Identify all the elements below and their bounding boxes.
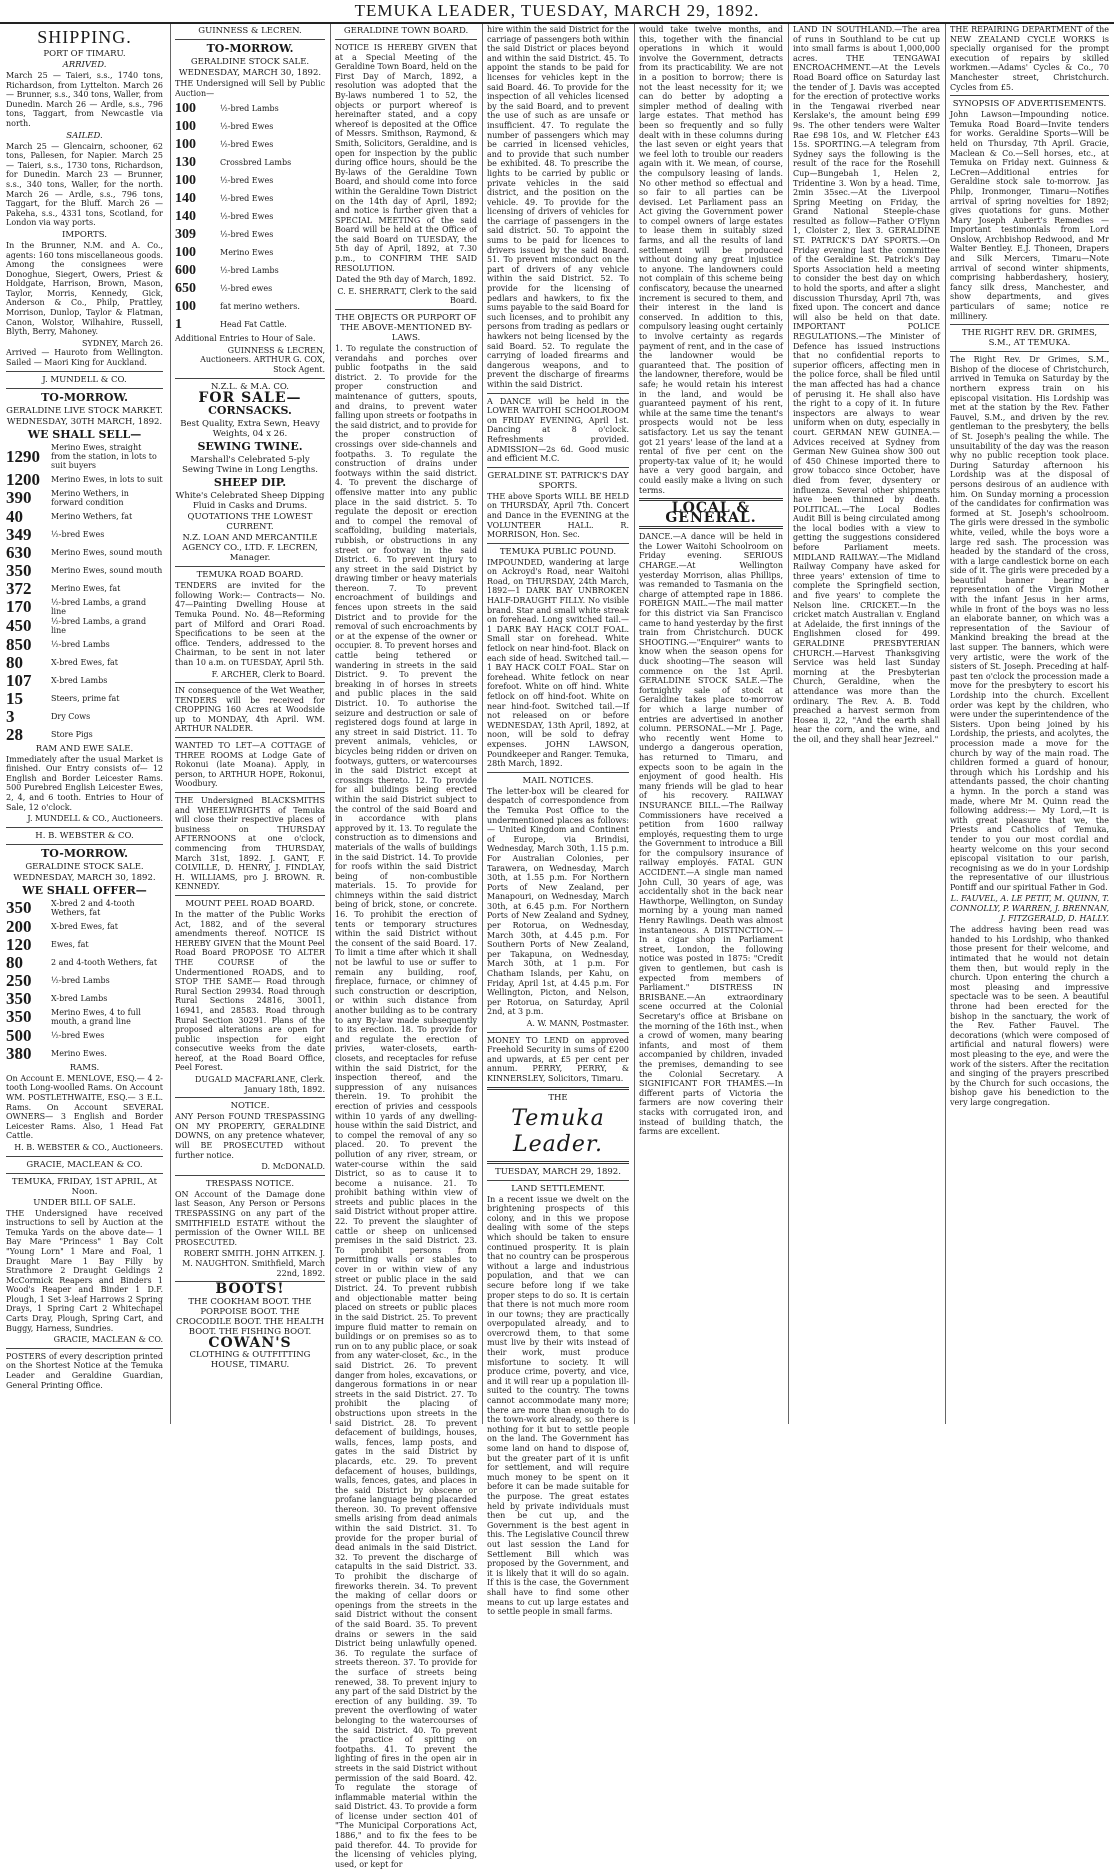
stock-list-item — [6, 954, 163, 971]
stock-count: 450 — [6, 616, 32, 636]
stock-count: 100 — [175, 299, 196, 315]
stock-description: Merino Wethers, in forward condition — [51, 488, 129, 507]
divider — [6, 371, 163, 372]
mount-peel-heading: MOUNT PEEL ROAD BOARD. — [185, 898, 315, 909]
bylaws-continued: hire within the said District for the carriage of passengers both within the said District or places beyond and within the said District. 45. To appoint the stands to be paid for licenses for vehicles kept in the said Board. 46. To provide for the inspection of all vehicles licensed by the said Board, and to prevent the use of such as are unsafe or insufficient. 47. To regulate the number of passengers which may be carried in licensed vehicles, and to provide that such number be exhibited. 48. To prescribe the lights to be carried by public or private vehicles in the said district, and the position on the vehicle. 49. To provide for the licensing of drivers of vehicles for the carriage of passengers in the said district. 50. To appoint the sums to be paid for licences to drivers issued by the said Board. 51. To prevent misconduct on the part of drivers of any vehicle within the said District. 52. To provide for the licensing of pedlars and hawkers, to fix the sums payable to the said Board for such licenses, and to prohibit any persons from trading as pedlars or hawkers not being licensed by the said Board. 52. To regulate the carrying of loaded firearms and dangerous weapons, and to prevent the discharge of firearms within the said District. — [487, 25, 629, 389]
stock-description: ½-bred ewes — [220, 284, 273, 294]
cowans-subheading: CLOTHING & OUTFITTING HOUSE, TIMARU. — [189, 1350, 311, 1371]
stock-list-item — [175, 118, 325, 135]
ad-firm-mundell: J. MUNDELL & CO. — [42, 374, 127, 385]
divider — [175, 792, 325, 793]
divider — [6, 844, 163, 845]
ram-sale-heading: RAM AND EWE SALE. — [35, 743, 134, 754]
sydney-dateline: SYDNEY, March 26. — [81, 338, 163, 348]
stock-list-item — [175, 136, 325, 153]
ad-date: WEDNESDAY, MARCH 30, 1892. — [178, 68, 322, 78]
ad-heading-tomorrow: TO-MORROW. — [41, 846, 128, 860]
stock-list-item — [6, 580, 163, 597]
stock-list-item — [175, 190, 325, 207]
ad-signature: J. MUNDELL & CO., Auctioneers. — [27, 814, 163, 824]
stock-list-item — [6, 526, 163, 543]
pound-heading: TEMUKA PUBLIC POUND. — [499, 546, 617, 557]
ad-heading: TEMUKA, FRIDAY, 1ST APRIL, At Noon. — [11, 1176, 158, 1197]
stock-count: 500 — [6, 1025, 32, 1045]
stock-description: Merino Ewes — [220, 248, 274, 258]
local-general-heading: LOCAL & GENERAL. — [665, 500, 757, 526]
stock-count: 140 — [175, 209, 196, 225]
stock-list-item — [6, 654, 163, 671]
divider — [487, 543, 629, 544]
trespass-signature: ROBERT SMITH. JOHN AITKEN. J. M. NAUGHTON. Smithfield, March 22nd, 1892. — [182, 1249, 325, 1278]
ram-sale-text: Immediately after the usual Market is finished. Our Entry consists of— 12 English and Border Leicester Rams. 500 Purebred English Leicester Ewes, 2, 4, and 6 tooth. Entries to Hour of Sale, 12 o'clock. — [6, 754, 163, 812]
divider — [487, 467, 629, 468]
stock-count: 372 — [6, 578, 32, 598]
stock-description: ½-bred Ewes — [220, 176, 274, 186]
divider — [175, 566, 325, 567]
stock-count: 1 — [175, 317, 182, 333]
stock-description: ½-bred Ewes — [220, 212, 274, 222]
divider — [487, 393, 629, 394]
sheep-dip-heading: SHEEP DIP. — [213, 476, 287, 490]
land-settlement-continued: would take twelve months, and this, together with the financial operations in which it would involve the Government, detracts from its practicability. We are not in a position to borrow; there is not the least necessity for it; we can do better by adopting a simpler method of dealing with large estates. That method has been so frequently and so fully dealt with in these columns during the last seven or eight years that we feel loth to trouble our readers again with it. We mean, of course, the compulsory leasing of lands. No other method so effectual and so fair to all parties can be devised. Let Parliament pass an Act giving the Government power to compel owners of large estates to lease them in suitably sized farms, and all the results of land settlement will be produced without doing any great injustice to anyone. The landowners could not complain of this scheme being confiscatory, because the unearned increment is secured to them, and their interest in the land is conserved. In addition to this, compulsory leasing ought certainly to involve certainty as regards payment of rent, and in the case of the landowner would be guaranteed that. The position of the landowner, therefore, would be safe; he would retain his interest in the land, and would be guaranteed payment of his rent, while at the same time the tenant's prospects would not be less satisfactory. Let us say the tenant got 21 years' lease of the land at a rental of five per cent on the property-tax value of it; he would have a very good bargain, and could easily make a living on such terms. — [639, 25, 783, 495]
notice-text: ANY Person FOUND TRESPASSING ON MY PROPERTY, GERALDINE DOWNS, on any pretence whatever, will BE PROSECUTED without further notice. — [175, 1112, 325, 1160]
divider — [6, 1173, 163, 1174]
stock-description: Merino Ewes, fat — [51, 583, 121, 593]
stock-list-item — [6, 899, 163, 917]
twine-text: Marshall's Celebrated 5-ply Sewing Twine in Long Lengths. — [182, 455, 318, 476]
mail-notice: The letter-box will be cleared for despatch of correspondence from the Temuka Post Office to the undermentioned places as follows:— United Kingdom and Continent of Europe, via Brindisi, Wednesday, March 30th, 1.15 p.m. For Australian Colonies, per Tarawera, on Wednesday, March 30th, at 1.55 p.m. For Northern Ports of New Zealand, per Manapouri, on Wednesday, March 30th, at 6.45 p.m. For Northern Ports of New Zealand and Sydney, per Rotorua, on Wednesday, March 30th, at 4.45 p.m. For Southern Ports of New Zealand, per Takapuna, on Wednesday, March 30th, at 1 p.m. For Chatham Islands, per Kahu, on Friday, April 1st, at 4.45 p.m. For Wellington, Picton, and Nelson, per Rotorua, on Saturday, April 2nd, at 3 p.m. — [487, 786, 629, 1017]
divider — [6, 827, 163, 828]
trespass-text: ON Account of the Damage done last Season, Any Person or Persons TRESPASSING on any part of the SMITHFIELD ESTATE without the permission of the Owner WILL BE PROSECUTED. — [175, 1189, 325, 1247]
imports-heading: IMPORTS. — [62, 229, 107, 240]
stock-count: 28 — [6, 724, 23, 744]
ad-subheading: GERALDINE STOCK SALE. — [190, 57, 310, 67]
divider — [487, 1087, 629, 1090]
stock-list-item — [6, 598, 163, 616]
bylaws-text: 1. To regulate the construction of verandahs and porches over public footpaths in the said district. 2. To provide for the proper construction and maintenance of gutters, spouts, and drains, to prevent water falling upon streets or footpaths in the said district, and to provide for the proper construction of crossings over side-channels and footpaths. 3. To regulate the construction of drains under footways within the said district. 4. To prevent the discharge of offensive matter into any public place in the said district. 5. To regulate the deposit or erection and to compel the removal of scaffolding, building materials, rubbish, or obstructions in any street or footway in the said District. 6. To prevent injury to any street in the said District by drawing timber or heavy materials thereon. 7. To prevent encroachment of buildings and fences upon streets in the said District and to provide for the removal of such encroachments by or at the expense of the owner or occupier. 8. To prevent horses and cattle being tethered or wandering in streets in the said District. 9. To prevent the breaking in of horses in streets and public places in the said District. 10. To authorise the seizure and destruction or sale of registered dogs found at large in any street in said District. 11. To prevent animals, vehicles, or bicycles being ridden or driven on footways, gutters, or watercourses in the said District except at crossings thereto. 12. To provide for all buildings being erected within the said District subject to the control of the said Board and in accordance with plans approved by it. 13. To regulate the construction as to dimensions and materials of the walls of buildings in the said District. 14. To provide for roofs within the said District being of non-combustible materials. 15. To provide for chimneys within the said district being of brick, stone, or concrete. 16. To prohibit the erection of tents or temporary structures within the said District without the consent of the said Board. 17. To limit a time after which it shall not be lawful to use or suffer to remain any building, roof, fireplace, furnace, or chimney of such construction or description, or within such distance from another building as to be contrary to any By-law made subsequently to its erection. 18. To provide for and regulate the erection of privies, water-closets, earth-closets, and receptacles for refuse within the said District, for the inspection thereof, and the suppression of any nuisances therein. 19. To prohibit the erection of privies and cesspools within 10 yards of any dwelling-house within the said District, and to compel the removal of any so placed. 20. To prevent the pollution of any river, stream, or water-course within the said District, so as to cause it to become a nuisance. 21. To prohibit bathing within view of streets and public places in the said District without proper attire. 22. To prevent the slaughter of cattle or sheep on unlicensed premises in the said District. 23. To prohibit persons from permitting walls or stables to cover in or within view of any street or public place in the said District. 24. To prevent rubbish and objectionable matter being placed on streets or public places in the said District. 25. To prevent impure fluid matter to remain on buildings or on premises so as to run on to any public place, or soak from any water-closet, &c., in the said District. 26. To prevent danger from holes, excavations, or dangerous formations in or near streets in the said District. 27. To prohibit the placing of obstructions upon streets in the said District. 28. To prevent defacement of buildings, houses, walls, fences, lamp posts, and gates in the said District by placards, etc. 29. To prevent defacement of houses, buildings, walls, fences, gates, and places in the said District by obscene or profane language being placarded thereon. 30. To prevent offensive smells arising from dead animals within the said District. 31. To provide for the proper burial of dead animals in the said District. 32. To prevent the discharge of catapults in the said District. 33. To prohibit the discharge of fireworks therein. 34. To prevent the making of cellar doors or openings from the streets in the said District without the consent of the said Board. 35. To prevent drains or sewers in the said District being unlawfully opened. 36. To regulate the surface of streets thereon. 37. To provide for the surface of streets being renewed, 38. To prevent injury to any part of the said District by the erection of any building. 39. To prevent the overflowing of water belonging to the watercourses of the said District. 40. To prevent the practice of spitting on footpaths. 41. To prevent the lighting of fires in the open air in streets in the said District without permission of the said Board. 42. To regulate the storage of inflammable material within the said District. 43. To provide a form of license under section 401 of "The Municipal Corporations Act, 1886," and to fix the fees to be paid therefor. 44. To provide for the licensing of vehicles plying, used, or kept for — [335, 344, 477, 1869]
ad-subheading: GERALDINE STOCK SALE. — [25, 861, 144, 872]
stock-description: ½-bred Ewes — [220, 122, 274, 132]
stock-description: Merino Ewes, sound mouth — [51, 565, 163, 575]
bishop-text: The Right Rev. Dr Grimes, S.M., Bishop of the diocese of Christchurch, arrived in Temuka on Saturday by the northern express train on his episcopal visitation. His Lordship was met at the station by the Rev. Father Fauvel, S.M., and driven by the rev. gentleman to the presbytery, the bells of St. Joseph's pealing the while. The unsuitability of the day was the reason why no public reception took place. During Saturday afternoon his Lordship was at the disposal of persons desirous of an audience with him. On Sunday morning a procession of the candidates for confirmation was formed at St. Joseph's schoolroom. The girls were dressed in the symbolic white, veiled, while the boys wore a large red sash. The procession was headed by the standard of the cross, with a large candlestick borne on each side of it. The girls were preceded by a beautiful banner bearing a representation of the Virgin Mother with the infant Jesus in her arms, while in front of the boys was no less an elaborate banner, on which was a representation of the Saviour of Mankind breaking the bread at the last supper. The banners, which were very artistic, were the work of the sisters of St. Joseph. Preceding at half-past ten o'clock the procession made a move for the presbytery to escort his Lordship into the church. Excellent order was kept by the children, who were under the superintendence of the Sisters. Upon being joined by his Lordship, the priests, and acolytes, the procession made a move for the church by way of the main road. The children formed a guard of honour, through which his Lordship and his attendants passed, the choir chanting a hymn. In the porch a stand was made, where Mr M. Quinn read the following address:— My Lord,—It is with great pleasure that we, the Priests and Catholics of Temuka, tender to you our most cordial and hearty welcome on this your second episcopal visitation to our parish, recognising as we do in your Lordship the representative of our illustrious Pontiff and our spiritual Father in God. — [950, 355, 1109, 892]
column-7 — [945, 24, 1113, 1424]
divider — [487, 1161, 629, 1164]
stock-list-item — [175, 154, 325, 171]
road-board-signature: F. ARCHER, Clerk to Board. — [211, 669, 325, 679]
stock-description: ½-bred Lambs, a grand line — [51, 616, 147, 635]
stock-count: 170 — [6, 597, 32, 617]
rams-heading: RAMS. — [69, 1062, 100, 1073]
stock-list-item — [6, 617, 163, 635]
stock-count: 650 — [175, 281, 196, 297]
stock-count: 80 — [6, 652, 23, 672]
stock-description: Merino Wethers, fat — [51, 511, 133, 521]
stock-count: 600 — [175, 263, 196, 279]
boots-list: THE COOKHAM BOOT. THE PORPOISE BOOT. THE CROCODILE BOOT. THE HEALTH BOOT. THE FISHING BOOT. — [175, 1296, 324, 1337]
divider — [639, 526, 783, 529]
ad-offer-heading: WE SHALL OFFER— — [22, 883, 147, 897]
money-notice: MONEY TO LEND on approved Freehold Security in sums of £200 and upwards, at £5 per cent per annum. PERRY, PERRY, & KINNERSLEY, Solicitors, Timaru. — [487, 1035, 629, 1083]
arrivals-text: March 25 — Taieri, s.s., 1740 tons, Richardson, from Lyttelton. March 26 — Brunner, s.s., 340 tons, Waller, from Dunedin. March 26 — Ardle, s.s., 796 tons, Taggart, from Newcastle via north. — [6, 71, 163, 128]
title-prefix: THE — [548, 1092, 568, 1103]
stock-count: 40 — [6, 506, 23, 526]
stock-count: 200 — [6, 916, 32, 936]
divider — [6, 1156, 163, 1157]
stock-list-item — [175, 208, 325, 225]
stock-list-item — [175, 316, 325, 333]
stock-count: 309 — [175, 227, 196, 243]
stock-description: Dry Cows — [51, 711, 91, 721]
stock-count: 850 — [6, 634, 32, 654]
stock-count: 350 — [6, 988, 32, 1008]
ad-firm-guinness: GUINNESS & LECREN. — [198, 26, 302, 36]
ad-signature: GRACIE, MACLEAN & CO. — [53, 1335, 163, 1345]
road-board-text: TENDERS are invited for the following Work:— Contracts— No. 47—Painting Dwelling House at Temuka Pound. No. 48—Reforming part of Milford and Orari Road. Specifications to be seen at the office. Tenders, addressed to the Chairman, to be sent in not later than 10 a.m. on TUESDAY, April 5th. — [175, 581, 325, 667]
stock-list-item — [6, 972, 163, 989]
nzl-signature: N.Z. LOAN AND MERCANTILE AGENCY CO., LTD. F. LECREN, Manager. — [182, 533, 318, 564]
stock-count: 120 — [6, 934, 32, 954]
stock-description: Merino Ewes, sound mouth — [51, 547, 163, 557]
shipping-title: SHIPPING. — [37, 27, 132, 47]
stock-list-item — [6, 1045, 163, 1062]
stock-description: ½-bred Lambs, a grand line — [51, 597, 147, 616]
stock-list — [175, 100, 325, 333]
ad-subheading: GERALDINE LIVE STOCK MARKET. — [6, 405, 163, 416]
bishop-text-continued: The address having been read was handed to his Lordship, who thanked those present for their welcome, and intimated that he would not detain them then, but would reply in the church. Upon entering the church a most pleasing and impressive spectacle was to be seen. A beautiful throne had been erected for the bishop in the sanctuary, the work of the Rev. Father Fauvel. The decorations (which were composed of artificial and natural flowers) were most pleasing to the eye, and were the work of the sisters. After the recitation and singing of the prayers prescribed by the Church for such occasions, the bishop gave his benediction to the very large congregation. — [950, 925, 1109, 1107]
stock-list-item — [6, 918, 163, 935]
mail-signature: A. W. MANN, Postmaster. — [526, 1019, 629, 1028]
ad-subheading: UNDER BILL OF SALE. — [33, 1197, 136, 1208]
address-signers: L. FAUVEL, A. LE PETIT, M. QUINN, T. CONNOLLY, P. WARREN, J. BRENNAN, J. FITZGERALD, D. HALLY. — [950, 894, 1109, 923]
stock-description: Crossbred Lambs — [220, 158, 292, 168]
stock-description: 2 and 4-tooth Wethers, fat — [51, 957, 158, 967]
bylaws-heading: THE OBJECTS OR PURPORT OF THE ABOVE-MENTIONED BY-LAWS. — [335, 313, 477, 344]
town-board-notice: NOTICE IS HEREBY GIVEN that at a Special Meeting of the Geraldine Town Board, held on the First Day of March, 1892, a resolution was adopted that the By-laws numbered 1 to 52, the objects or purport whereof is hereinafter stated, and a copy whereof is deposited at the Office of Messrs. Smithson, Raymond, & Smith, Solicitors, Geraldine, and is open for inspection by the public during office hours, should be the By-laws of the Geraldine Town Board, and should come into force within the Geraldine Town District on the 14th day of April, 1892; and notice is further given that a SPECIAL MEETING of the said Board will be held at the Office of the said Board on TUESDAY, the 5th day of April, 1892, at 7.30 p.m., to CONFIRM THE SAID RESOLUTION. — [335, 43, 477, 273]
divider — [175, 1175, 325, 1176]
stock-count: 350 — [6, 560, 32, 580]
stock-list-item — [6, 1027, 163, 1044]
posters-notice: POSTERS of every description printed on the Shortest Notice at the Temuka Leader and Geraldine Guardian, General Printing Office. — [6, 1351, 163, 1390]
sailed-heading: SAILED. — [66, 130, 103, 141]
stock-count: 630 — [6, 542, 32, 562]
divider — [950, 324, 1109, 325]
stock-description: ½-bred Ewes — [51, 1030, 105, 1040]
ad-text: THE Undersigned have received instructions to sell by Auction at the Temuka Yards on the above date— 1 Bay Mare "Princess" 1 Bay Colt "Young Lorn" 1 Mare and Foal, 1 Draught Mare 1 Bay Filly by Strathmore 2 Draught Geldings 2 McCormick Reapers and Binders 1 Wood's Reaper and Binder 1 D.F. Plough, 1 Set 3-leaf Harrows 2 Spring Drays, 1 Spring Cart 2 Whitechapel Carts Dray, Plough, Spring Cart, and Buggy, Harness, Sundries. — [6, 1208, 163, 1333]
stock-count: 3 — [6, 706, 15, 726]
stock-list-item — [6, 443, 163, 470]
additional-entries: Additional Entries to Hour of Sale. — [175, 334, 316, 344]
stock-description: fat merino wethers. — [220, 302, 300, 312]
stock-count: 100 — [175, 101, 196, 117]
dance-notice: A DANCE will be held in the LOWER WAITOHI SCHOOLROOM on FRIDAY EVENING, April 1st. Dancing at 8 o'clock. Refreshments provided. ADMISSION—2s 6d. Good music and efficient M.C. — [487, 396, 629, 464]
stock-description: X-bred Lambs — [51, 993, 108, 1003]
stock-list-item — [6, 508, 163, 525]
stock-description: Merino Ewes, in lots to suit — [51, 474, 163, 484]
stock-count: 250 — [6, 970, 32, 990]
stock-list-item — [6, 936, 163, 953]
mail-heading: MAIL NOTICES. — [522, 775, 594, 786]
divider — [335, 39, 477, 40]
stock-description: Ewes, fat — [51, 939, 89, 949]
stock-description: Store Pigs — [51, 729, 93, 739]
land-settlement-text: In a recent issue we dwelt on the brightening prospects of this colony, and in this we propose dealing with some of the steps which should be taken to ensure continued prosperity. It is plain that no country can be prosperous without a large and industrious population, and that we can secure before long if we take proper steps to do so. It is certain that there is not much more room in our towns; they are practically overpopulated already, and to overcrowd them, to that some must live by their wits instead of their work, must produce misfortune to society. It will produce crime, poverty, and vice, and it will rear up a population ill-suited to the country. The towns cannot accommodate many more; there are more than enough to do the town-work already, so there is nothing for it but to settle people on the land. The Government has some land on hand to dispose of, but the greater part of it is unfit for settlement, and will require much money to be spent on it before it can be made suitable for the purpose. The great estates held by private individuals must then be cut up, and the Government is the best agent in this. The Legislative Council threw out last session the Land for Settlement Bill which was proposed by the Government, and it is likely that it will do so again. If this is the case, the Government shall have to find some other means to cut up large estates and to settle people in small farms. — [487, 1194, 629, 1617]
for-sale-heading: FOR SALE— — [198, 389, 302, 406]
stock-list-item — [6, 690, 163, 707]
stock-list-item — [6, 544, 163, 561]
divider — [175, 39, 325, 40]
cowans-heading: COWAN'S — [208, 1334, 292, 1351]
stock-count: 100 — [175, 173, 196, 189]
stock-description: X-bred Lambs — [51, 675, 108, 685]
sydney-text: Arrived — Hauroto from Wellington. Sailed — Maori King for Auckland. — [6, 348, 163, 368]
stock-list-item — [175, 298, 325, 315]
ad-firm-webster: H. B. WEBSTER & CO. — [35, 830, 134, 841]
column-6 — [788, 24, 944, 1424]
pound-notice: IMPOUNDED, wandering at large on Ackroyd's Road, near Waitohi Road, on THURSDAY, 24th March, 1892—1 DARK BAY UNBROKEN HALF-DRAUGHT FILLY. No visible brand. Star and small white streak on forehead. Long switched tail.—1 DARK BAY HACK COLT FOAL. Small star on forehead. White fetlock on near hind-foot. Black on each side of head. Switched tail.—1 BAY HACK COLT FOAL. Star on forehead. White fetlock on near forefoot. White on off hind. White fetlock on off hind-foot. White on near hind-foot. Switched tail.—If not released on or before WEDNESDAY, 13th April, 1892, at noon, will be sold to defray expenses. JOHN LAWSON, Poundkeeper and Ranger. Temuka, 28th March, 1892. — [487, 557, 629, 769]
stock-list-item — [6, 471, 163, 488]
divider — [175, 737, 325, 738]
notice-heading: NOTICE. — [230, 1101, 270, 1112]
stock-list-item — [6, 990, 163, 1007]
stock-list — [6, 899, 163, 1062]
stock-description: Steers, prime fat — [51, 693, 120, 703]
stock-description: X-bred Ewes, fat — [51, 921, 119, 931]
stock-count: 350 — [6, 1007, 32, 1027]
column-4 — [482, 24, 633, 1617]
boots-heading: BOOTS! — [215, 1281, 285, 1298]
divider — [950, 351, 1109, 352]
ad-signature: GUINNESS & LECREN, Auctioneers. ARTHUR G. COX, Stock Agent. — [200, 345, 325, 374]
issue-date: TUESDAY, MARCH 29, 1892. — [495, 1166, 621, 1177]
divider — [950, 95, 1109, 96]
news-items: LAND IN SOUTHLAND.—The area of runs in Southland to be cut up into small farms is about 1,000,000 acres. THE TENGAWAI ENCROACHMENT.—At the Levels Road Board office on Saturday last the tender of J. Davis was accepted for the erection of protective works in the Tengawai riverbed near Kerslake's, the amount being £99 9s. The other tenders were Walter Rae £98 10s, and W. Fletcher £43 15s. SPORTING.—A telegram from Sydney says the following is the result of the race for the Rosehill Cup—Bungebah 1, Helen 2, Tridentine 3. Won by a head. Time, 2min 35sec.—At the Liverpool Spring Meeting on Friday, the Grand National Steeple-chase resulted as follow—Father O'Flynn 1, Cloister 2, Ilex 3. GERALDINE ST. PATRICK'S DAY SPORTS.—On Friday evening last the committee of the Geraldine St. Patrick's Day Sports Association held a meeting to consider the best day on which to hold the sports, and after a slight discussion Thursday, April 7th, was fixed upon. The concert and dance will also be held on that date. IMPORTANT POLICE REGULATIONS.—The Minister of Defence has issued instructions that no confidential reports to superior officers, affecting men in the police force, shall be filed until the man affected has had a chance of perusing it. He shall also have the right to a copy of it. In future inspectors are always to wear uniform when on duty, especially in court. GERMAN NEW GUINEA.—Advices received at Sydney from German New Guinea show 300 out of 450 Chinese imported there to grow tobacco since October, have died from fever, dysentery or influenza. Several other shipments have been thinned by death. POLITICAL.—The Local Bodies Audit Bill is being circulated among the local bodies with a view to getting the suggestions considered before Parliament meets. MIDLAND RAILWAY.—The Midland Railway Company have asked for three years' extension of time to complete the Springfield section, and five years' to complete the Nelson line. CRICKET.—In the cricket match Australian v. England at Adelaide, the first innings of the Englishmen closed for 499. GERALDINE PRESBYTERIAN CHURCH.—Harvest Thanksgiving Service was held last Sunday morning at the Presbyterian Church, Geraldine, when the attendance was more than the ordinary. The Rev. A. B. Todd preached a harvest sermon from Hosea ii, 22, "And the earth shall hear the corn, and the wine, and the oil, and they shall hear Jezreel." — [793, 25, 940, 744]
blacksmiths-notice: THE Undersigned BLACKSMITHS and WHEELWRIGHTS of Temuka will close their respective places of business on THURSDAY AFTERNOONS at one o'clock, commencing from THURSDAY, March 31st, 1892. J. GANT, F. COLVILLE, D. HENRY, J. FINDLAY, H. WILLIAMS, pro J. BROWN. R. KENNEDY. — [175, 796, 325, 892]
ad-date: WEDNESDAY, MARCH 30, 1892. — [13, 872, 156, 883]
divider — [487, 1180, 629, 1181]
stock-description: ½-bred Ewes — [220, 140, 274, 150]
land-settlement-heading: LAND SETTLEMENT. — [511, 1183, 605, 1194]
stock-count: 350 — [6, 898, 32, 918]
stock-description: Merino Ewes, 4 to full mouth, a grand line — [51, 1007, 141, 1026]
quotations: QUOTATIONS THE LOWEST CURRENT. — [187, 512, 313, 533]
ad-heading-tomorrow: TO-MORROW. — [41, 390, 128, 404]
synopsis-heading: SYNOPSIS OF ADVERTISEMENTS. — [952, 99, 1107, 110]
stock-description: ½-bred Lambs — [220, 266, 279, 276]
stock-count: 380 — [6, 1043, 32, 1063]
stock-count: 1290 — [6, 446, 40, 466]
rams-text: On Account E. MENLOVE, ESQ.— 4 2-tooth Long-woolled Rams. On Account WM. POSTLETHWAITE, ESQ.— 3 E.L. Rams. On Account SEVERAL OWNERS— 3 English and Border Leicester Rams. Also, 1 Head Fat Cattle. — [6, 1073, 163, 1141]
local-general-text: DANCE.—A dance will be held in the Lower Waitohi Schoolroom on Friday evening. SERIOUS CHARGE.—At Wellington yesterday Morrison, alias Phillips, was remanded to Tasmania on the charge of attempted rape in 1886. FOREIGN MAIL.—The mail matter for this district via San Francisco came to hand yesterday by the first train from Christchurch. DUCK SHOOTING.—"Enquirer" wants to know when the season opens for duck shooting—The season will commence on the 1st April. GERALDINE STOCK SALE.—The fortnightly sale of stock at Geraldine takes place to-morrow for which a large number of entries are advertised in another column. PERSONAL.—Mr J. Page, who recently went Home to undergo a dangerous operation, has returned to Timaru, and expects soon to be again in the enjoyment of good health. His many friends will be glad to hear of his recovery. RAILWAY INSURANCE BILL.—The Railway Commissioners have received a petition from 1600 railway employés, requesting them to urge the Government to introduce a Bill for the compulsory insurance of railway employés. FATAL GUN ACCIDENT.—A single man named John Cull, 30 years of age, was accidentally shot in the back near Hawthorpe, Wellington, on Sunday morning by a young man named Henry Rawlings. Death was almost instantaneous. A DISTINCTION.—In a cigar shop in Parliament street, London, the following notice was posted in 1875: "Credit given to gentlemen, but cash is expected from members of Parliament." DISTRESS IN BRISBANE.—An extraordinary scene occurred at the Colonial Secretary's office at Brisbane on the morning of the 16th inst., when a crowd of women, many bearing infants, and most of them accompanied by children, invaded the premises, demanding to see the Colonial Secretary. A SIGNIFICANT FOR THAMES.—In different parts of Victoria the farmers are now covering their stacks with corrugated iron, and instead of building thatch, the farms are excellent. — [639, 532, 783, 1137]
stock-description: ½-bred Ewes — [220, 194, 274, 204]
stock-count: 100 — [175, 245, 196, 261]
road-board-heading: TEMUKA ROAD BOARD. — [196, 570, 304, 581]
stock-list-item — [6, 672, 163, 689]
trespass-heading: TRESPASS NOTICE. — [205, 1178, 295, 1189]
stock-list-item — [175, 280, 325, 297]
divider — [487, 1032, 629, 1033]
stock-description: Merino Ewes. — [51, 1048, 107, 1058]
stock-list-item — [175, 100, 325, 117]
ad-intro: THE Undersigned will Sell by Public Auction— — [175, 79, 325, 98]
stock-description: Head Fat Cattle. — [220, 320, 287, 330]
column-5 — [634, 24, 787, 1424]
stock-list-item — [6, 1008, 163, 1026]
stock-count: 100 — [175, 137, 196, 153]
divider — [6, 388, 163, 389]
nzl-heading: N.Z.L. & M.A. CO. — [211, 381, 289, 392]
stock-description: ½-bred Lambs — [51, 975, 110, 985]
divider — [175, 378, 325, 379]
arrived-heading: ARRIVED. — [62, 60, 107, 70]
masthead: TEMUKA LEADER, TUESDAY, MARCH 29, 1892. — [0, 0, 1114, 24]
stock-count: 100 — [175, 119, 196, 135]
newspaper-title: Temuka Leader. — [511, 1105, 605, 1157]
ad-firm-gracie: GRACIE, MACLEAN & CO. — [26, 1159, 143, 1170]
bishop-heading: THE RIGHT REV. DR. GRIMES, S.M., AT TEMUKA. — [961, 328, 1098, 349]
stock-description: Merino Ewes, straight from the station, in lots to suit buyers — [51, 442, 157, 470]
stock-list-item — [175, 244, 325, 261]
divider — [175, 895, 325, 896]
stock-list-item — [6, 726, 163, 743]
stock-description: X-bred 2 and 4-tooth Wethers, fat — [51, 898, 135, 917]
imports-text: In the Brunner, N.M. and A. Co., agents: 160 tons miscellaneous goods. Among the consignees were Donoghue, Siegert, Owers, Priest & Holdgate, Harrison, Brown, Mason, Taylor, Morris, Kennedy, Gick, Anderson & Co., Philp, Prattley, Morrison, Dunlop, Taylor & Flatman, Canon, Wolstor, Wilhahire, Russell, Blyth, Berry, Mahoney. — [6, 240, 163, 337]
cornsacks-heading: CORNSACKS. — [208, 404, 292, 418]
stock-count: 1200 — [6, 469, 40, 489]
divider — [487, 772, 629, 773]
town-board-heading: GERALDINE TOWN BOARD. — [343, 26, 469, 36]
stock-count: 80 — [6, 952, 23, 972]
stock-count: 390 — [6, 488, 32, 508]
stock-list-item — [175, 262, 325, 279]
ad-date: WEDNESDAY, 30TH MARCH, 1892. — [6, 416, 163, 427]
stock-list — [6, 443, 163, 743]
stock-list-item — [6, 562, 163, 579]
stock-count: 107 — [6, 670, 32, 690]
stock-description: ½-bred Ewes — [220, 230, 274, 240]
stock-list-item — [6, 636, 163, 653]
port-heading: PORT OF TIMARU. — [43, 49, 126, 59]
ad-signature: H. B. WEBSTER & CO., Auctioneers. — [14, 1142, 163, 1152]
stock-description: ½-bred Lambs — [220, 104, 279, 114]
ad-heading-tomorrow: TO-MORROW. — [206, 42, 294, 55]
wanted-notice: WANTED TO LET—A COTTAGE of THREE ROOMS at Lodge Gate of Rokonui (late Moana). Apply, in person, to ARTHUR HOPE, Rokonui, Woodbury. — [175, 741, 325, 789]
sailings-text: March 25 — Glencairn, schooner, 62 tons, Pallesen, for Napier. March 25 — Taieri, s.s., 1730 tons, Richardson, for Dunedin. March 23 — Brunner, s.s., 340 tons, Waller, for the north. March 26 — Ardle, s.s., 796 tons, Taggart, for the Bluff. March 26 — Pakeha, s.s., 4331 tons, Scotland, for London via way ports. — [6, 141, 163, 228]
stock-count: 349 — [6, 524, 32, 544]
stock-list-item — [6, 489, 163, 507]
stock-list-item — [175, 172, 325, 189]
newspaper-columns — [0, 24, 1114, 1869]
stock-description: ½-bred Lambs — [51, 639, 110, 649]
stock-list-item — [6, 708, 163, 725]
mount-peel-signature: DUGALD MACFARLANE, Clerk. January 18th, 1892. — [195, 1075, 325, 1094]
repair-notice: THE REPAIRING DEPARTMENT of the NEW ZEALAND CYCLE WORKS is specially organised for the prompt execution of repairs by skilled workmen.—Adams' Cycles & Co., 70 Manchester street, Christchurch. Cycles from £5. — [950, 25, 1109, 92]
twine-heading: SEWING TWINE. — [197, 440, 303, 454]
sports-notice: THE above Sports WILL BE HELD on THURSDAY, April 7th. Concert and Dance in the EVENING at the VOLUNTEER HALL. R. MORRISON, Hon. Sec. — [487, 491, 629, 540]
column-3 — [330, 24, 481, 1869]
sports-heading: GERALDINE ST. PATRICK'S DAY SPORTS. — [487, 470, 629, 491]
stock-description: X-bred Ewes, fat — [51, 657, 119, 667]
stock-count: 130 — [175, 155, 196, 171]
cropping-notice: IN consequence of the Wet Weather, TENDERS will be received for CROPPING 160 Acres at Woodside up to MONDAY, 4th April. WM. ARTHUR NALDER. — [175, 686, 325, 734]
ad-sell-heading: WE SHALL SELL— — [27, 427, 142, 441]
stock-count: 15 — [6, 688, 23, 708]
divider — [335, 309, 477, 310]
column-1 — [2, 24, 167, 1424]
divider — [175, 1097, 325, 1098]
synopsis-text: John Lawson—Impounding notice. Temuka Road Board—Invite tenders for works. Geraldine Sports—Will be held on Thursday, 7th April. Gracie, Maclean & Co.—Sell horses, etc., at Temuka on Friday next. Guinness & LeCren—Additional entries for Geraldine stock sale to-morrow. Jas Philp, Ironmonger, Timaru—Notifies arrival of spring novelties for 1892; gives quotations for guns. Mother Mary Joseph Aubert's Remedies —Important testimonials from Lord Onslow, Archbishop Redwood, and Mr Walter Bentley. E.J. Thoneen, Drapers and Silk Mercers, Timaru—Note arrival of second winter shipments, comprising habberdashery, hosiery, fancy silk dress, Manchester, and show departments, and gives particulars of same; notice re millinery. — [950, 110, 1109, 321]
divider — [6, 1348, 163, 1349]
notice-signature: D. McDONALD. — [261, 1162, 325, 1172]
stock-count: 140 — [175, 191, 196, 207]
town-board-dated: Dated the 9th day of March, 1892. — [335, 275, 477, 285]
stock-description: ½-bred Ewes — [51, 529, 105, 539]
sheep-dip-text: White's Celebrated Sheep Dipping Fluid in Casks and Drums. — [175, 491, 325, 512]
column-2 — [170, 24, 329, 1424]
town-board-signature: C. E. SHERRATT, Clerk to the said Board. — [337, 286, 477, 306]
mount-peel-text: In the matter of the Public Works Act, 1882, and of the several amendments thereof. NOTICE IS HEREBY GIVEN that the Mount Peel Road Board PROPOSE TO ALTER THE COURSE of the Undermentioned ROADS, and to STOP THE SAME— Road through Rural Section 29934. Road through Rural Sections 24816, 30011, 16941, and 28583. Road through Rural Section 30291. Plans of the proposed alterations are open for public inspection for eight consecutive weeks from the date hereof, at the Road Board Office, Peel Forest. — [175, 909, 325, 1073]
stock-list-item — [175, 226, 325, 243]
cornsacks-text: Best Quality, Extra Sewn, Heavy Weights, 04 x 26. — [180, 419, 320, 440]
divider — [175, 682, 325, 683]
